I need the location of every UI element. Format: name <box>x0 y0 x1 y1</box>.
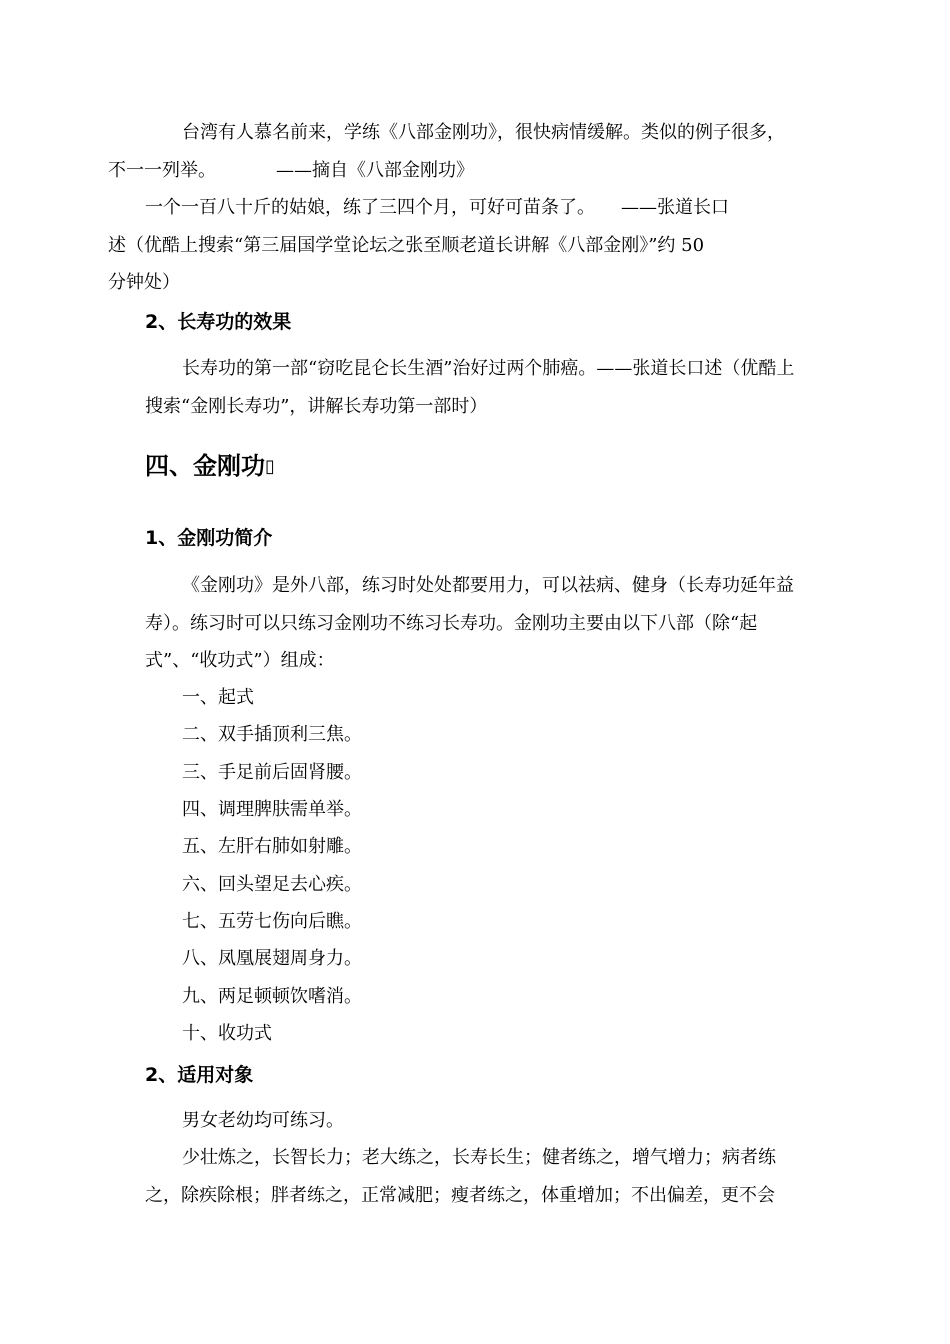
chapter-heading-text: 四、金刚功 <box>145 452 265 480</box>
text-line: 台湾有人慕名前来，学练《八部金刚功》，很快病情缓解。类似的例子很多， <box>182 122 785 143</box>
subsection-heading: 1、金刚功简介 <box>145 527 273 549</box>
paragraph-testimony <box>108 114 810 302</box>
subsection-heading: 2、适用对象 <box>145 1064 254 1086</box>
marker-glyph: ▯ <box>265 456 275 477</box>
list-item: 二、双手插顶利三焦。 <box>182 724 362 745</box>
list-item: 四、调理脾肤需单举。 <box>182 799 362 820</box>
text-line: 一个一百八十斤的姑娘，练了三四个月，可好可苗条了。 <box>145 197 595 218</box>
text-line: 不一一列举。 <box>108 159 216 181</box>
list-item: 十、收功式 <box>182 1023 272 1044</box>
list-item: 五、左肝右肺如射雕。 <box>182 836 362 857</box>
text-line: 分钟处） <box>108 272 180 293</box>
list-item: 九、两足顿顿饮嗜消。 <box>182 986 362 1007</box>
list-item: 七、五劳七伤向后瞧。 <box>182 911 362 932</box>
list-item: 八、凤凰展翅周身力。 <box>182 948 362 969</box>
source-citation: ——摘自《八部金刚功》 <box>276 159 474 181</box>
text-line: 述（优酷上搜索“第三届国学堂论坛之张至顺老道长讲解《八部金刚》”约 50 <box>108 234 705 256</box>
paragraph-benefits: 少壮炼之，长智长力；老大练之，长寿长生；健者练之，增气增力；病者练之，除疾除根；胖者练之，正常减肥；瘦者练之，体重增加；不出偏差，更不会 <box>145 1147 776 1206</box>
list-item: 一、起式 <box>182 687 254 708</box>
paragraph-audience: 男女老幼均可练习。 <box>182 1110 344 1131</box>
source-citation: ——张道长口 <box>621 197 729 218</box>
list-item: 三、手足前后固肾腰。 <box>182 762 362 783</box>
list-item: 六、回头望足去心疾。 <box>182 874 362 895</box>
paragraph-introduction: 《金刚功》是外八部，练习时处处都要用力，可以祛病、健身（长寿功延年益寿）。练习时可以只练习金刚功不练习长寿功。金刚功主要由以下八部（除“起式”、“收功式”）组成： <box>145 575 794 671</box>
section-heading: 2、长寿功的效果 <box>145 311 292 333</box>
chapter-heading <box>145 449 275 484</box>
paragraph-longevity-effect: 长寿功的第一部“窃吃昆仑长生酒”治好过两个肺癌。——张道长口述（优酷上搜索“金刚长寿功”，讲解长寿功第一部时） <box>145 358 795 417</box>
